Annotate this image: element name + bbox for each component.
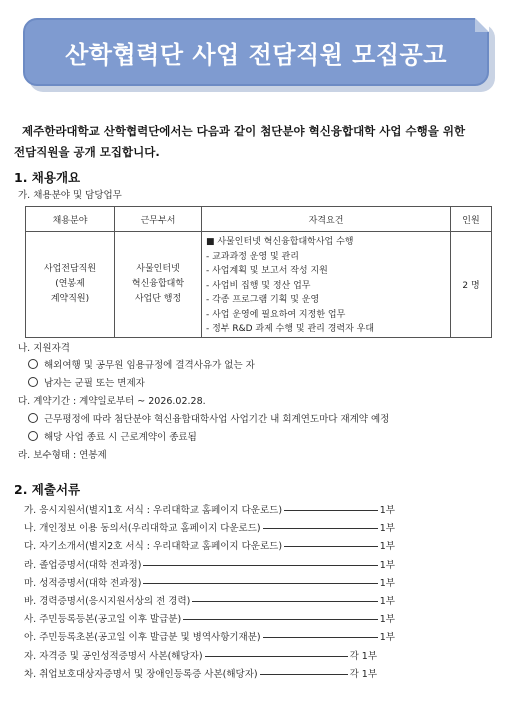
leader-line [205,656,348,657]
field-line: 사업전담직원 [43,263,97,274]
document-label: 아. 주민등록초본(공고일 이후 발급분 및 병역사항기재분) [24,632,261,644]
leader-line [143,565,377,566]
document-label: 다. 자기소개서(별지2호 서식 : 우리대학교 홈페이지 다운로드) [24,541,283,553]
contract-text: 해당 사업 종료 시 근로계약이 종료됨 [44,432,197,443]
cell-dept [115,232,202,338]
requirement-line: - 정부 R&D 과제 수행 및 관리 경력자 우대 [206,324,375,334]
qualification-text: 남자는 군필 또는 면제자 [44,378,145,389]
dept-line: 사업단 행정 [134,293,182,304]
requirement-line: ■ 사물인터넷 혁신융합대학사업 수행 [206,237,354,247]
leader-line [284,510,378,511]
document-quantity: 1부 [379,559,395,571]
document-item [24,538,502,552]
banner-body [23,18,489,86]
recruitment-table [25,206,492,338]
circle-bullet-icon [28,431,38,441]
document-label: 라. 졸업증명서(대학 전과정) [24,559,142,571]
document-item [24,575,502,589]
section-heading-documents: 2. 제출서류 [14,482,81,497]
document-label: 바. 경력증명서(응시지원서상의 전 경력) [24,596,191,607]
subheading-d: 라. 보수형태 : 연봉제 [18,450,107,461]
document-label: 나. 개인정보 이용 동의서(우리대학교 홈페이지 다운로드) [24,523,261,535]
document-item [24,593,502,607]
document-item [24,666,502,680]
document-quantity: 1부 [379,614,395,626]
document-label: 자. 자격증 및 공인성적증명서 사본(해당자) [24,650,203,662]
document-label: 가. 응시지원서(별지1호 서식 : 우리대학교 홈페이지 다운로드) [24,505,283,516]
circle-bullet-icon [28,413,38,423]
contract-item [28,411,389,425]
document-quantity: 1부 [379,632,395,644]
qualification-item [28,357,255,371]
document-quantity: 각 1부 [349,650,377,662]
leader-line [263,528,378,529]
leader-line [284,546,378,547]
document-item [24,557,502,571]
title-banner [23,18,489,86]
document-quantity: 1부 [379,541,395,553]
contract-text: 근무평정에 따라 첨단분야 혁신융합대학사업 사업기간 내 회계연도마다 재계약 예정 [44,414,390,425]
cell-field [26,232,115,338]
intro-line-2: 전담직원을 공개 모집합니다. [14,145,160,159]
circle-bullet-icon [28,377,38,387]
leader-line [192,601,377,602]
qualification-text: 해외여행 및 공무원 임용규정에 결격사유가 없는 자 [44,360,255,371]
document-quantity: 1부 [379,505,395,516]
header-field: 채용분야 [26,207,115,232]
leader-line [143,583,377,584]
field-line: (연봉제 [55,278,85,289]
requirement-line: - 사업 운영에 필요하여 지정한 업무 [206,309,346,320]
intro-line-1: 제주한라대학교 산학협력단에서는 다음과 같이 첨단분야 혁신융합대학 사업 수행을 위한 [22,124,466,138]
banner-fold-corner [475,18,489,32]
dept-line: 사물인터넷 [136,263,180,274]
header-dept: 근무부서 [115,207,202,232]
circle-bullet-icon [28,359,38,369]
table-header-row [26,207,492,232]
header-requirements: 자격요건 [202,207,451,232]
document-quantity: 1부 [379,523,395,535]
dept-line: 혁신융합대학 [131,278,185,289]
leader-line [183,619,378,620]
section-heading-overview: 1. 채용개요 [14,170,81,185]
document-item [24,648,502,662]
subheading-c: 다. 계약기간 : 계약일로부터 ~ 2026.02.28. [18,396,206,407]
page-title: 산학협력단 사업 전담직원 모집공고 [65,40,447,69]
header-count: 인원 [451,207,492,232]
qualification-item [28,375,145,389]
subheading-b: 나. 지원자격 [18,343,70,354]
document-item [24,502,502,516]
subheading-a: 가. 채용분야 및 담당업무 [18,190,122,201]
requirement-line: - 교과과정 운영 및 관리 [206,251,299,262]
document-quantity: 1부 [379,596,395,607]
intro-paragraph [14,121,504,163]
document-item [24,611,502,625]
document-quantity: 1부 [379,577,395,589]
requirement-line: - 사업비 집행 및 정산 업무 [206,280,311,291]
cell-requirements [202,232,451,338]
document-label: 사. 주민등록등본(공고일 이후 발급분) [24,614,182,626]
document-item [24,520,502,534]
document-label: 마. 성적증명서(대학 전과정) [24,577,142,589]
field-line: 계약직원) [50,293,90,304]
leader-line [263,637,378,638]
requirement-line: - 각종 프로그램 기획 및 운영 [206,295,320,305]
leader-line [260,674,348,675]
cell-count: 2 명 [451,232,492,338]
document-label: 차. 취업보호대상자증명서 및 장애인등록증 사본(해당자) [24,668,258,680]
table-row [26,232,492,338]
document-quantity: 각 1부 [349,668,377,680]
requirement-line: - 사업계획 및 보고서 작성 지원 [206,266,328,276]
contract-item [28,429,197,443]
document-item [24,629,502,643]
